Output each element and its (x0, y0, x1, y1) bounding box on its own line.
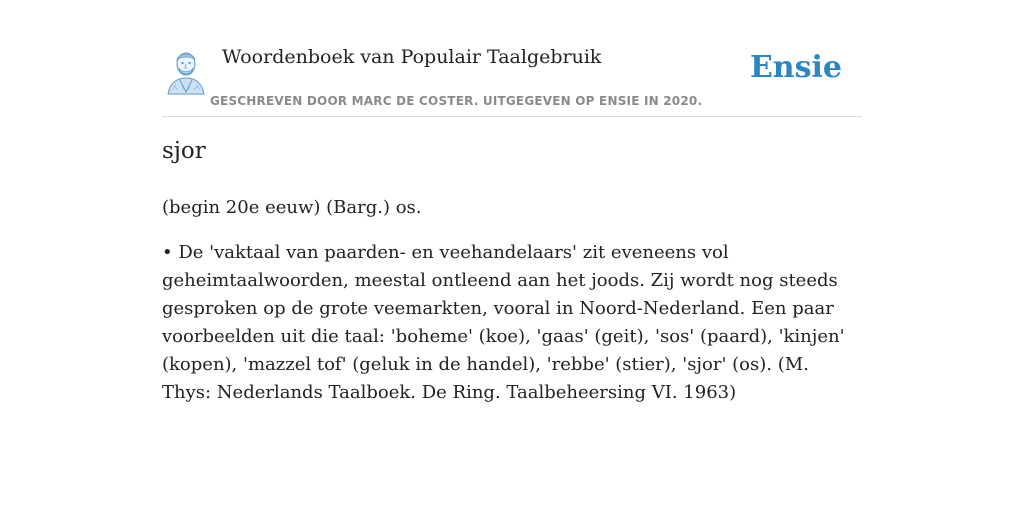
byline: GESCHREVEN DOOR MARC DE COSTER. UITGEGEVEN OP ENSIE IN 2020. (210, 94, 703, 108)
author-portrait-icon (164, 46, 208, 96)
book-header (162, 40, 862, 117)
ensie-logo-link[interactable]: Ensie (749, 50, 842, 85)
explanation-text: • De 'vaktaal van paarden- en veehandelaars' zit eveneens vol geheimtaalwoorden, meestal ontleend aan het joods. Zij wordt nog steeds gesproken op de grote veemarkten, vooral in Noord-Nederland. Een paar voorbeelden uit die taal: 'boheme' (koe), 'gaas' (geit), 'sos' (paard), 'kinjen' (kopen), 'mazzel tof' (geluk in de handel), 'rebbe' (stier), 'sjor' (os). (M. Thys: Nederlands Taalboek. De Ring. Taalbeheersing VI. 1963) (162, 242, 845, 403)
headword: sjor (162, 138, 206, 164)
definition-text: (begin 20e eeuw) (Barg.) os. (162, 197, 422, 218)
book-title[interactable]: Woordenboek van Populair Taalgebruik (222, 46, 602, 68)
